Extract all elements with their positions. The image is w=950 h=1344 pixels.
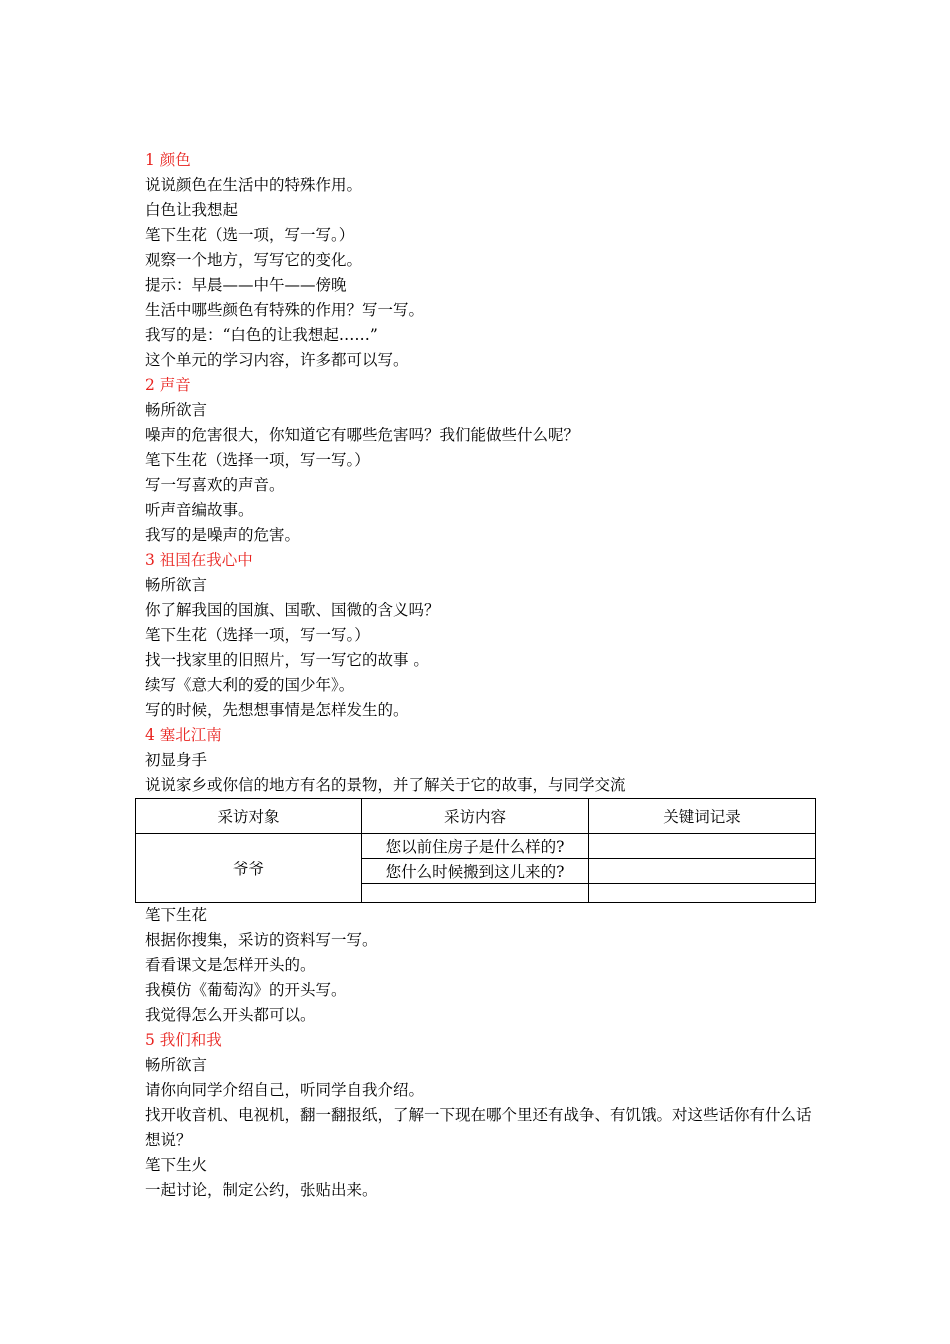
document-body — [145, 148, 815, 1203]
body-line: 听声音编故事。 — [145, 501, 254, 519]
body-line: 我模仿《葡萄沟》的开头写。 — [145, 981, 347, 999]
question-cell: 您什么时候搬到这儿来的? — [362, 859, 589, 884]
body-line: 说说颜色在生活中的特殊作用。 — [145, 176, 363, 194]
section-heading: 4 塞北江南 — [145, 726, 222, 744]
body-line: 笔下生火 — [145, 1156, 208, 1174]
body-line: 初显身手 — [145, 751, 208, 769]
body-line: 笔下生花（选择一项，写一写。） — [145, 451, 370, 469]
body-line: 你了解我国的国旗、国歌、国微的含义吗？ — [145, 601, 440, 619]
body-line: 畅所欲言 — [145, 1056, 208, 1074]
body-line: 写一写喜欢的声音。 — [145, 476, 285, 494]
section-heading: 1 颜色 — [145, 151, 191, 169]
interview-table — [135, 798, 816, 903]
interview-subject-cell: 爷爷 — [136, 834, 362, 903]
body-line: 笔下生花（选一项，写一写。） — [145, 226, 355, 244]
body-line: 噪声的危害很大，你知道它有哪些危害吗？我们能做些什么呢？ — [145, 426, 580, 444]
body-line: 续写《意大利的爱的国少年》。 — [145, 676, 355, 694]
body-line: 我写的是：“白色的让我想起……” — [145, 326, 378, 344]
body-line: 一起讨论，制定公约，张贴出来。 — [145, 1181, 378, 1199]
body-line: 畅所欲言 — [145, 576, 208, 594]
body-line: 说说家乡或你信的地方有名的景物，并了解关于它的故事，与同学交流 — [145, 776, 626, 794]
body-line: 我觉得怎么开头都可以。 — [145, 1006, 316, 1024]
body-line: 我写的是噪声的危害。 — [145, 526, 301, 544]
body-line: 这个单元的学习内容，许多都可以写。 — [145, 351, 409, 369]
body-line: 写的时候，先想想事情是怎样发生的。 — [145, 701, 409, 719]
body-line: 看看课文是怎样开头的。 — [145, 956, 316, 974]
body-line: 观察一个地方，写写它的变化。 — [145, 251, 363, 269]
section-heading: 2 声音 — [145, 376, 191, 394]
body-paragraph: 找开收音机、电视机，翻一翻报纸，了解一下现在哪个里还有战争、有饥饿。对这些话你有什么话想说？ — [145, 1106, 812, 1149]
keyword-cell — [589, 884, 816, 903]
table-header-cell: 采访内容 — [362, 799, 589, 834]
section-heading: 3 祖国在我心中 — [145, 551, 253, 569]
body-line: 找一找家里的旧照片，写一写它的故事 。 — [145, 651, 429, 669]
body-line: 生活中哪些颜色有特殊的作用？写一写。 — [145, 301, 425, 319]
table-header-cell: 关键词记录 — [589, 799, 816, 834]
body-line: 根据你搜集，采访的资料写一写。 — [145, 931, 378, 949]
table-header-cell: 采访对象 — [136, 799, 362, 834]
section-heading: 5 我们和我 — [145, 1031, 222, 1049]
body-line: 笔下生花 — [145, 906, 208, 924]
body-line: 白色让我想起 — [145, 201, 239, 219]
table-header-row — [136, 799, 816, 834]
body-line: 提示：早晨——中午——傍晚 — [145, 276, 347, 294]
body-line: 畅所欲言 — [145, 401, 208, 419]
body-line: 请你向同学介绍自己，听同学自我介绍。 — [145, 1081, 425, 1099]
body-line: 笔下生花（选择一项，写一写。） — [145, 626, 370, 644]
keyword-cell — [589, 859, 816, 884]
table-row — [136, 834, 816, 859]
question-cell — [362, 884, 589, 903]
keyword-cell — [589, 834, 816, 859]
question-cell: 您以前住房子是什么样的? — [362, 834, 589, 859]
